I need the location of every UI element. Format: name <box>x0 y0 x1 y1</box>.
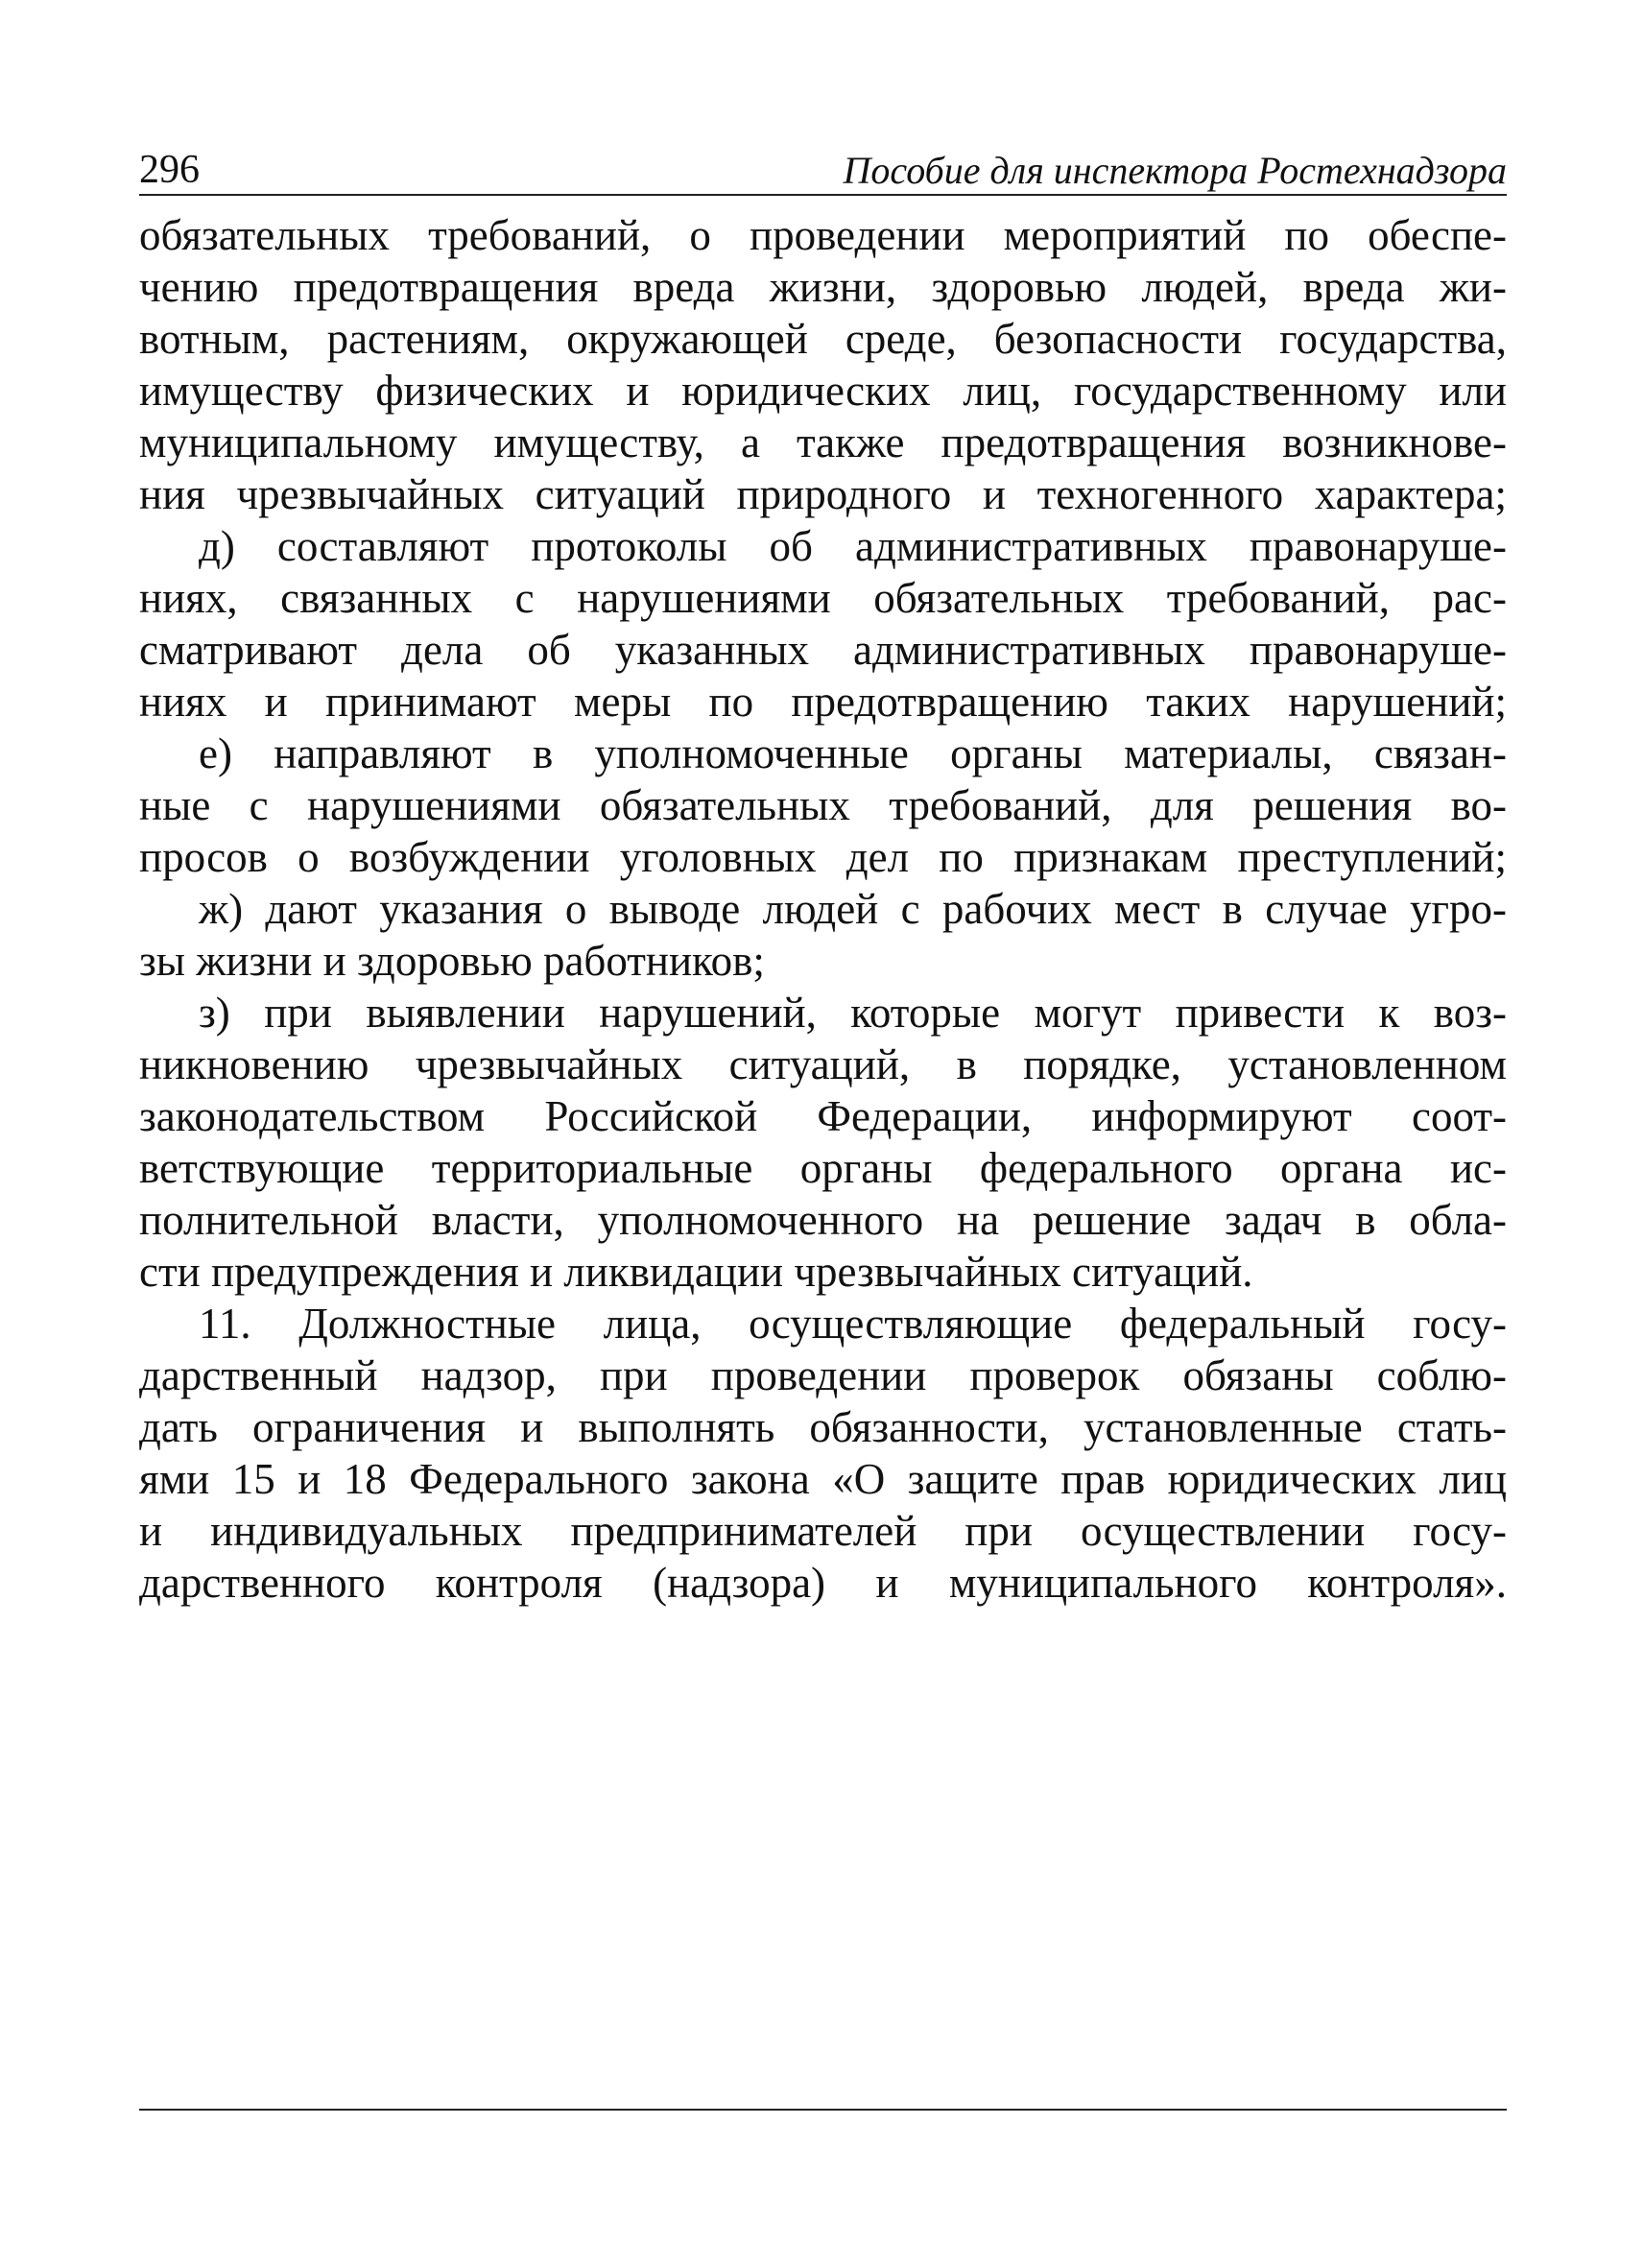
text-line: никновению чрезвычайных ситуаций, в порядке, установленном <box>139 1040 1507 1088</box>
text-line: полнительной власти, уполномоченного на решение задач в обла- <box>139 1196 1507 1244</box>
paragraph <box>139 520 1507 728</box>
paragraph <box>139 728 1507 883</box>
text-line: ния чрезвычайных ситуаций природного и техногенного характера; <box>139 470 1507 518</box>
text-line: ж) дают указания о выводе людей с рабочих мест в случае угро- <box>199 885 1507 933</box>
text-line: зы жизни и здоровью работников; <box>139 937 765 985</box>
text-line: сматривают дела об указанных административных правонаруше- <box>139 626 1507 674</box>
text-line: просов о возбуждении уголовных дел по признакам преступлений; <box>139 833 1507 881</box>
footer-rule <box>139 2109 1507 2111</box>
running-title: Пособие для инспектора Ростехнадзора <box>843 149 1507 192</box>
text-line: ями 15 и 18 Федерального закона «О защите прав юридических лиц <box>139 1455 1507 1503</box>
text-line: обязательных требований, о проведении мероприятий по обеспе- <box>139 211 1507 259</box>
text-line: 11. Должностные лица, осуществляющие федеральный госу- <box>199 1300 1507 1348</box>
text-line: з) при выявлении нарушений, которые могут привести к воз- <box>199 989 1507 1037</box>
text-line: сти предупреждения и ликвидации чрезвычайных ситуаций. <box>139 1248 1253 1296</box>
text-line: дарственного контроля (надзора) и муниципального контроля». <box>139 1559 1507 1607</box>
text-line: чению предотвращения вреда жизни, здоровью людей, вреда жи- <box>139 263 1507 311</box>
text-line: имуществу физических и юридических лиц, государственному или <box>139 367 1507 415</box>
text-line: ниях и принимают меры по предотвращению таких нарушений; <box>139 678 1507 726</box>
paragraph <box>139 209 1507 520</box>
text-line: ниях, связанных с нарушениями обязательных требований, рас- <box>139 574 1507 622</box>
text-line: вотным, растениям, окружающей среде, безопасности государства, <box>139 315 1507 363</box>
text-line: дарственный надзор, при проведении проверок обязаны соблю- <box>139 1351 1507 1399</box>
text-line: ные с нарушениями обязательных требований, для решения во- <box>139 781 1507 829</box>
paragraph <box>139 883 1507 987</box>
text-line: муниципальному имуществу, а также предотвращения возникнове- <box>139 418 1507 466</box>
body-text <box>139 209 1507 1609</box>
page-header <box>139 134 1507 196</box>
text-line: дать ограничения и выполнять обязанности, установленные стать- <box>139 1403 1507 1451</box>
text-line: е) направляют в уполномоченные органы материалы, связан- <box>199 729 1507 777</box>
text-line: законодательством Российской Федерации, информируют соот- <box>139 1092 1507 1140</box>
text-line: и индивидуальных предпринимателей при осуществлении госу- <box>139 1507 1507 1555</box>
book-page <box>139 134 1507 1609</box>
page-number: 296 <box>139 148 200 192</box>
paragraph <box>139 1298 1507 1609</box>
text-line: д) составляют протоколы об административных правонаруше- <box>199 522 1507 570</box>
text-line: ветствующие территориальные органы федерального органа ис- <box>139 1144 1507 1192</box>
paragraph <box>139 987 1507 1298</box>
